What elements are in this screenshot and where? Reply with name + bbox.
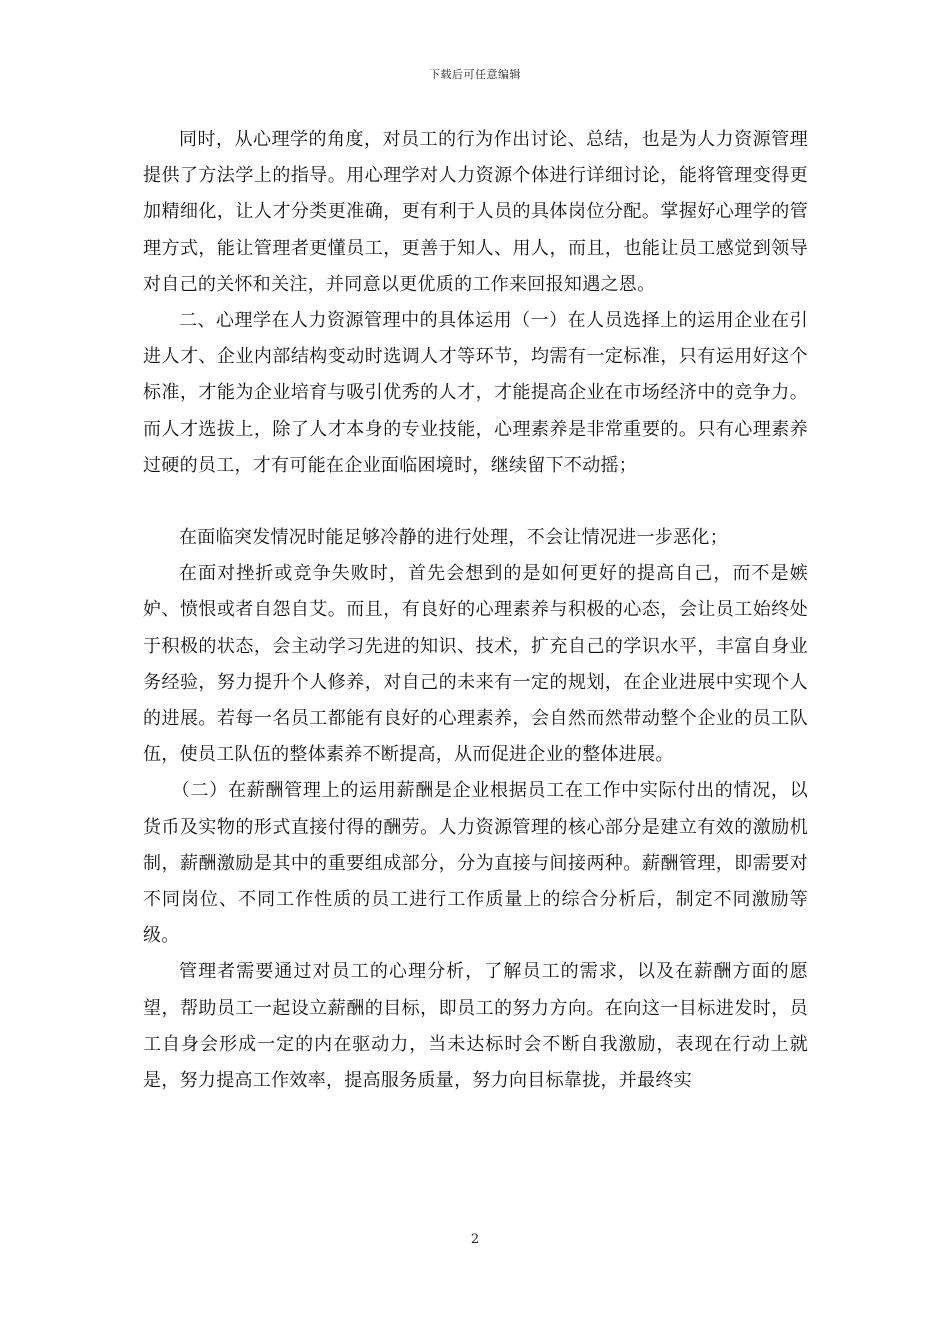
paragraph-salary-management: （二）在薪酬管理上的运用薪酬是企业根据员工在工作中实际付出的情况，以货币及实物的形式直接付得的酬劳。人力资源管理的核心部分是建立有效的激励机制，薪酬激励是其中的重要组成部分，分为直接与间接两种。薪酬管理，即需要对不同岗位、不同工作性质的员工进行工作质量上的综合分析后，制定不同激励等级。	[143, 780, 808, 947]
paragraph-personnel-selection: 二、心理学在人力资源管理中的具体运用（一）在人员选择上的运用企业在引进人才、企业内部结构变动时选调人才等环节，均需有一定标准，只有运用好这个标准，才能为企业培育与吸引优秀的人才，才能提高企业在市场经济中的竞争力。而人才选拔上，除了人才本身的专业技能，心理素养是非常重要的。只有心理素养过硬的员工，才有可能在企业面临困境时，继续留下不动摇；	[143, 310, 808, 476]
page-number: 2	[470, 1232, 480, 1247]
paragraph-facing-setbacks: 在面对挫折或竞争失败时，首先会想到的是如何更好的提高自己，而不是嫉妒、愤恨或者自怨自艾。而且，有良好的心理素养与积极的心态，会让员工始终处于积极的状态，会主动学习先进的知识、技术，扩充自己的学识水平，丰富自身业务经验，努力提升个人修养，对自己的未来有一定的规划，在企业进展中实现个人的进展。若每一名员工都能有良好的心理素养，会自然而然带动整个企业的员工队伍，使员工队伍的整体素养不断提高，从而促进企业的整体进展。	[143, 563, 808, 766]
paragraph-emergency-handling: 在面临突发情况时能足够冷静的进行处理，不会让情况进一步恶化；	[179, 527, 728, 549]
paragraph-manager-analysis: 管理者需要通过对员工的心理分析，了解员工的需求，以及在薪酬方面的愿望，帮助员工一起设立薪酬的目标，即员工的努力方向。在向这一目标进发时，员工自身会形成一定的内在驱动力，当未达标时会不断自我激励，表现在行动上就是，努力提高工作效率，提高服务质量，努力向目标靠拢，并最终实	[143, 961, 808, 1092]
paragraph-psychology-perspective: 同时，从心理学的角度，对员工的行为作出讨论、总结，也是为人力资源管理提供了方法学上的指导。用心理学对人力资源个体进行详细讨论，能将管理变得更加精细化，让人才分类更准确，更有利于人员的具体岗位分配。掌握好心理学的管理方式，能让管理者更懂员工，更善于知人、用人，而且，也能让员工感觉到领导对自己的关怀和关注，并同意以更优质的工作来回报知遇之恩。	[143, 129, 808, 295]
document-body	[143, 122, 808, 1099]
page-header: 下载后可任意编辑	[429, 68, 521, 81]
